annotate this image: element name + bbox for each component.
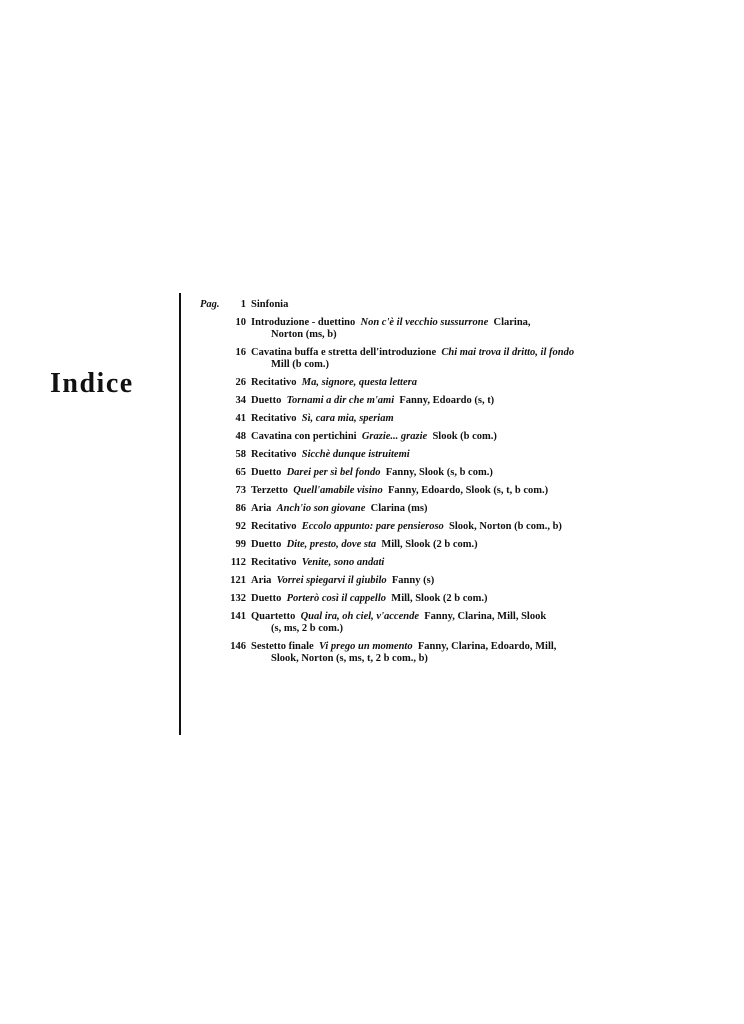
toc-form: Duetto [251,467,282,478]
toc-entry [190,521,710,533]
toc-page-number: 48 [235,431,246,442]
toc-entry [190,347,710,371]
toc-incipit: Darei per sì bel fondo [286,467,381,478]
toc-cast: Mill, Slook (2 b com.) [391,593,488,604]
toc-entry [190,299,710,311]
toc-incipit: Venite, sono andati [301,557,385,568]
toc-form: Sestetto finale [251,641,314,652]
toc-page-number: 1 [240,299,246,310]
toc-cast: Fanny (s) [391,575,435,586]
toc-incipit: Grazie... grazie [361,431,428,442]
toc-entry [190,503,710,515]
toc-page-number: 34 [235,395,246,406]
toc-cast: Fanny, Clarina, Mill, Slook [424,611,547,622]
toc-form: Duetto [251,395,282,406]
toc-form: Duetto [251,593,282,604]
toc-incipit: Vi prego un momento [318,641,413,652]
toc-entry [190,413,710,425]
toc-page-number: 146 [230,641,246,652]
toc-form: Duetto [251,539,282,550]
toc-form: Recitativo [251,521,297,532]
toc-page-number: 10 [235,317,246,328]
toc-form: Aria [251,575,272,586]
page-title: Indice [50,368,134,399]
toc-form: Aria [251,503,272,514]
table-of-contents [190,299,710,671]
toc-entry [190,593,710,605]
vertical-divider [179,293,181,735]
toc-cast: Slook (b com.) [432,431,497,442]
toc-cast: Slook, Norton (b com., b) [449,521,562,532]
toc-form: Cavatina con pertichini [251,431,357,442]
toc-page-number: 26 [235,377,246,388]
toc-page-number: 141 [230,611,246,622]
toc-form: Sinfonia [251,299,289,310]
toc-incipit: Tornami a dir che m'ami [286,395,395,406]
toc-page-number: 58 [235,449,246,460]
toc-page-number: 86 [235,503,246,514]
toc-incipit: Eccolo appunto: pare pensieroso [301,521,444,532]
toc-continuation: Mill (b com.) [271,359,330,370]
toc-page-number: 132 [230,593,246,604]
toc-cast: Fanny, Edoardo, Slook (s, t, b com.) [387,485,549,496]
toc-entry [190,611,710,635]
toc-page-number: 41 [235,413,246,424]
toc-entry [190,317,710,341]
toc-page-number: 65 [235,467,246,478]
toc-entry [190,641,710,665]
toc-incipit: Sicchè dunque istruitemi [301,449,410,460]
toc-incipit: Quell'amabile visino [293,485,383,496]
toc-incipit: Anch'io son giovane [276,503,366,514]
toc-entry [190,539,710,551]
toc-incipit: Chi mai trova il dritto, il fondo [441,347,575,358]
toc-entry [190,485,710,497]
toc-form: Recitativo [251,377,297,388]
toc-cast: Fanny, Edoardo (s, t) [399,395,495,406]
toc-page-number: 92 [235,521,246,532]
toc-entry [190,395,710,407]
toc-form: Recitativo [251,557,297,568]
toc-form: Quartetto [251,611,296,622]
page-prefix-label: Pag. [200,299,220,310]
toc-entry [190,377,710,389]
toc-continuation: Norton (ms, b) [271,329,337,340]
toc-page-number: 16 [235,347,246,358]
toc-page-number: 121 [230,575,246,586]
toc-cast: Mill, Slook (2 b com.) [381,539,478,550]
toc-entry [190,557,710,569]
toc-entry [190,431,710,443]
toc-page-number: 73 [235,485,246,496]
toc-entry [190,449,710,461]
toc-entry [190,467,710,479]
toc-continuation: (s, ms, 2 b com.) [271,623,344,634]
toc-incipit: Vorrei spiegarvi il giubilo [276,575,387,586]
toc-incipit: Ma, signore, questa lettera [301,377,417,388]
toc-cast: Fanny, Slook (s, b com.) [385,467,493,478]
toc-continuation: Slook, Norton (s, ms, t, 2 b com., b) [271,653,428,664]
toc-entry [190,575,710,587]
toc-cast: Fanny, Clarina, Edoardo, Mill, [417,641,557,652]
toc-incipit: Porterò così il cappello [286,593,387,604]
toc-form: Cavatina buffa e stretta dell'introduzione [251,347,437,358]
toc-incipit: Dite, presto, dove sta [286,539,377,550]
toc-incipit: Qual ira, oh ciel, v'accende [300,611,419,622]
toc-form: Introduzione - duettino [251,317,356,328]
toc-form: Recitativo [251,413,297,424]
toc-page-number: 112 [230,557,246,568]
toc-page-number: 99 [235,539,246,550]
toc-cast: Clarina (ms) [370,503,428,514]
toc-cast: Clarina, [493,317,531,328]
toc-incipit: Sì, cara mia, speriam [301,413,394,424]
toc-form: Terzetto [251,485,288,496]
toc-form: Recitativo [251,449,297,460]
toc-incipit: Non c'è il vecchio sussurrone [360,317,489,328]
